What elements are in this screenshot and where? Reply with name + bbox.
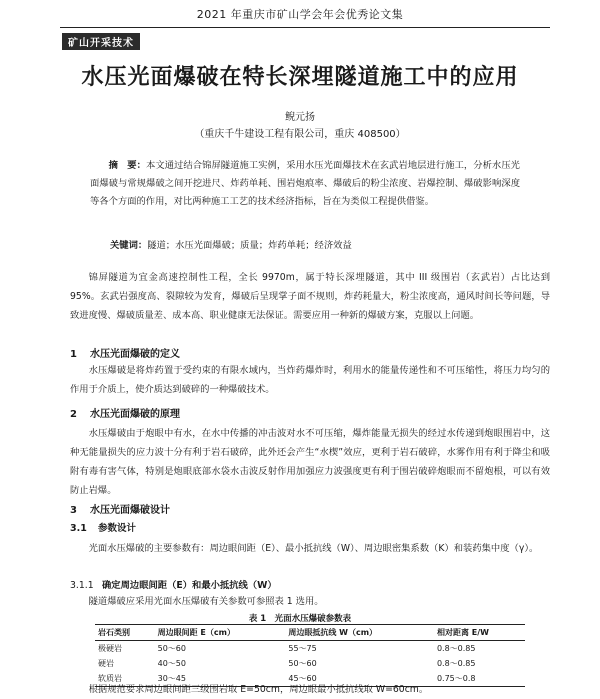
table-caption: 表 1 光面水压爆破参数表	[248, 614, 352, 624]
keywords-text: 隧道；水压光面爆破；质量；炸药单耗；经济效益	[147, 240, 352, 251]
abstract	[90, 157, 520, 211]
final-paragraph: 根据规范要求周边眼间距三级围岩取 E=50cm，周边眼最小抵抗线取 W=60cm。	[88, 684, 429, 695]
section-heading-1	[70, 345, 180, 360]
table-cell: 50～60	[288, 659, 317, 668]
parameter-table	[95, 624, 525, 687]
table-cell: 55～75	[288, 644, 317, 653]
section-1-text: 水压爆破是将炸药置于受约束的有限水域内，当炸药爆炸时，利用水的能量传递性和不可压缩性，将压力均匀的作用于介质上，使介质达到破碎的一种爆破技术。	[70, 365, 550, 395]
section-2-number: 2	[70, 409, 77, 420]
section-3-title: 水压光面爆破设计	[90, 505, 170, 516]
author: 鲵元扬	[285, 112, 315, 123]
section-1-number: 1	[70, 349, 77, 360]
section-heading-3	[70, 501, 170, 516]
table-header-cell: 周边眼间距 E（cm）	[157, 628, 235, 637]
table-row	[95, 641, 525, 657]
section-2-title: 水压光面爆破的原理	[90, 409, 180, 420]
table-cell: 极硬岩	[98, 644, 122, 653]
table-header-row	[95, 625, 525, 641]
intro-paragraph: 锦屏隧道为宜金高速控制性工程，全长 9970m，属于特长深埋隧道，其中 III 级围岩（玄武岩）占比达到 95%。玄武岩强度高、裂隙较为发育，爆破后呈现掌子面不规则，炸药耗量大，粉尘浓度高，通风时间长等问题，导致进度慢、爆破质量差、成本高、职业健康无法保证。需要应用一种新的爆破方案，克服以上问题。	[70, 272, 550, 321]
running-head: 2021 年重庆市矿山学会年会优秀论文集	[196, 8, 404, 21]
table-cell: 0.75～0.8	[436, 674, 476, 683]
section-2-text: 水压爆破由于炮眼中有水，在水中传播的冲击波对水不可压缩，爆炸能量无损失的经过水传递到炮眼围岩中，这种无能量损失的应力波十分有利于岩石破碎，此外还会产生“水楔”效应，更利于岩石破碎，水雾作用有利于降尘和吸附有毒有害气体，特别是炮眼底部水袋水击波反射作用加强应力波强度更有利于围岩破碎炮眼而不留炮根，可以有效防止岩爆。	[70, 428, 550, 496]
table-cell: 0.8～0.85	[436, 659, 476, 668]
section-heading-2	[70, 405, 180, 420]
section-3-1-number: 3.1	[70, 523, 87, 534]
table-cell: 45～60	[288, 674, 317, 683]
affiliation: （重庆千牛建设工程有限公司，重庆 408500）	[194, 129, 406, 140]
section-3-1-text: 光面水压爆破的主要参数有：周边眼间距（E）、最小抵抗线（W）、周边眼密集系数（K）和装药集中度（γ）。	[88, 543, 539, 554]
table-header-cell: 相对距离 E/W	[436, 628, 489, 637]
section-1-title: 水压光面爆破的定义	[90, 349, 180, 360]
table-cell: 50～60	[157, 644, 186, 653]
section-tag: 矿山开采技术	[62, 33, 140, 50]
section-3-1-1-text: 隧道爆破应采用光面水压爆破有关参数可参照表 1 选用。	[88, 596, 324, 607]
table-row	[95, 656, 525, 671]
section-3-1-title: 参数设计	[98, 523, 137, 534]
table-cell: 30～45	[157, 674, 186, 683]
abstract-text: 本文通过结合锦屏隧道施工实例，采用水压光面爆技术在玄武岩地层进行施工，分析水压光面爆破与常规爆破之间开挖进尺、炸药单耗、围岩炮痕率、爆破后的粉尘浓度、岩爆控制、爆破影响深度等各个方面的作用，对比两种施工工艺的技术经济指标，旨在为类似工程提供借鉴。	[90, 160, 520, 207]
section-3-1-1-number: 3.1.1	[70, 580, 94, 591]
table-cell: 0.8～0.85	[436, 644, 476, 653]
table-cell: 软质岩	[98, 674, 122, 683]
abstract-label: 摘 要：	[108, 160, 146, 171]
table-cell: 40～50	[157, 659, 186, 668]
section-3-1-1-title: 确定周边眼间距（E）和最小抵抗线（W）	[102, 580, 277, 591]
table-header-cell: 岩石类别	[98, 628, 130, 637]
section-3-number: 3	[70, 505, 77, 516]
table-cell: 硬岩	[98, 659, 114, 668]
header-rule	[60, 27, 550, 28]
paper-title: 水压光面爆破在特长深埋隧道施工中的应用	[81, 65, 519, 90]
table-header-cell: 周边眼抵抗线 W（cm）	[288, 628, 378, 637]
keywords-label: 关键词：	[110, 240, 148, 251]
keywords	[110, 237, 530, 251]
section-heading-3-1	[70, 520, 136, 534]
section-heading-3-1-1	[70, 577, 277, 591]
